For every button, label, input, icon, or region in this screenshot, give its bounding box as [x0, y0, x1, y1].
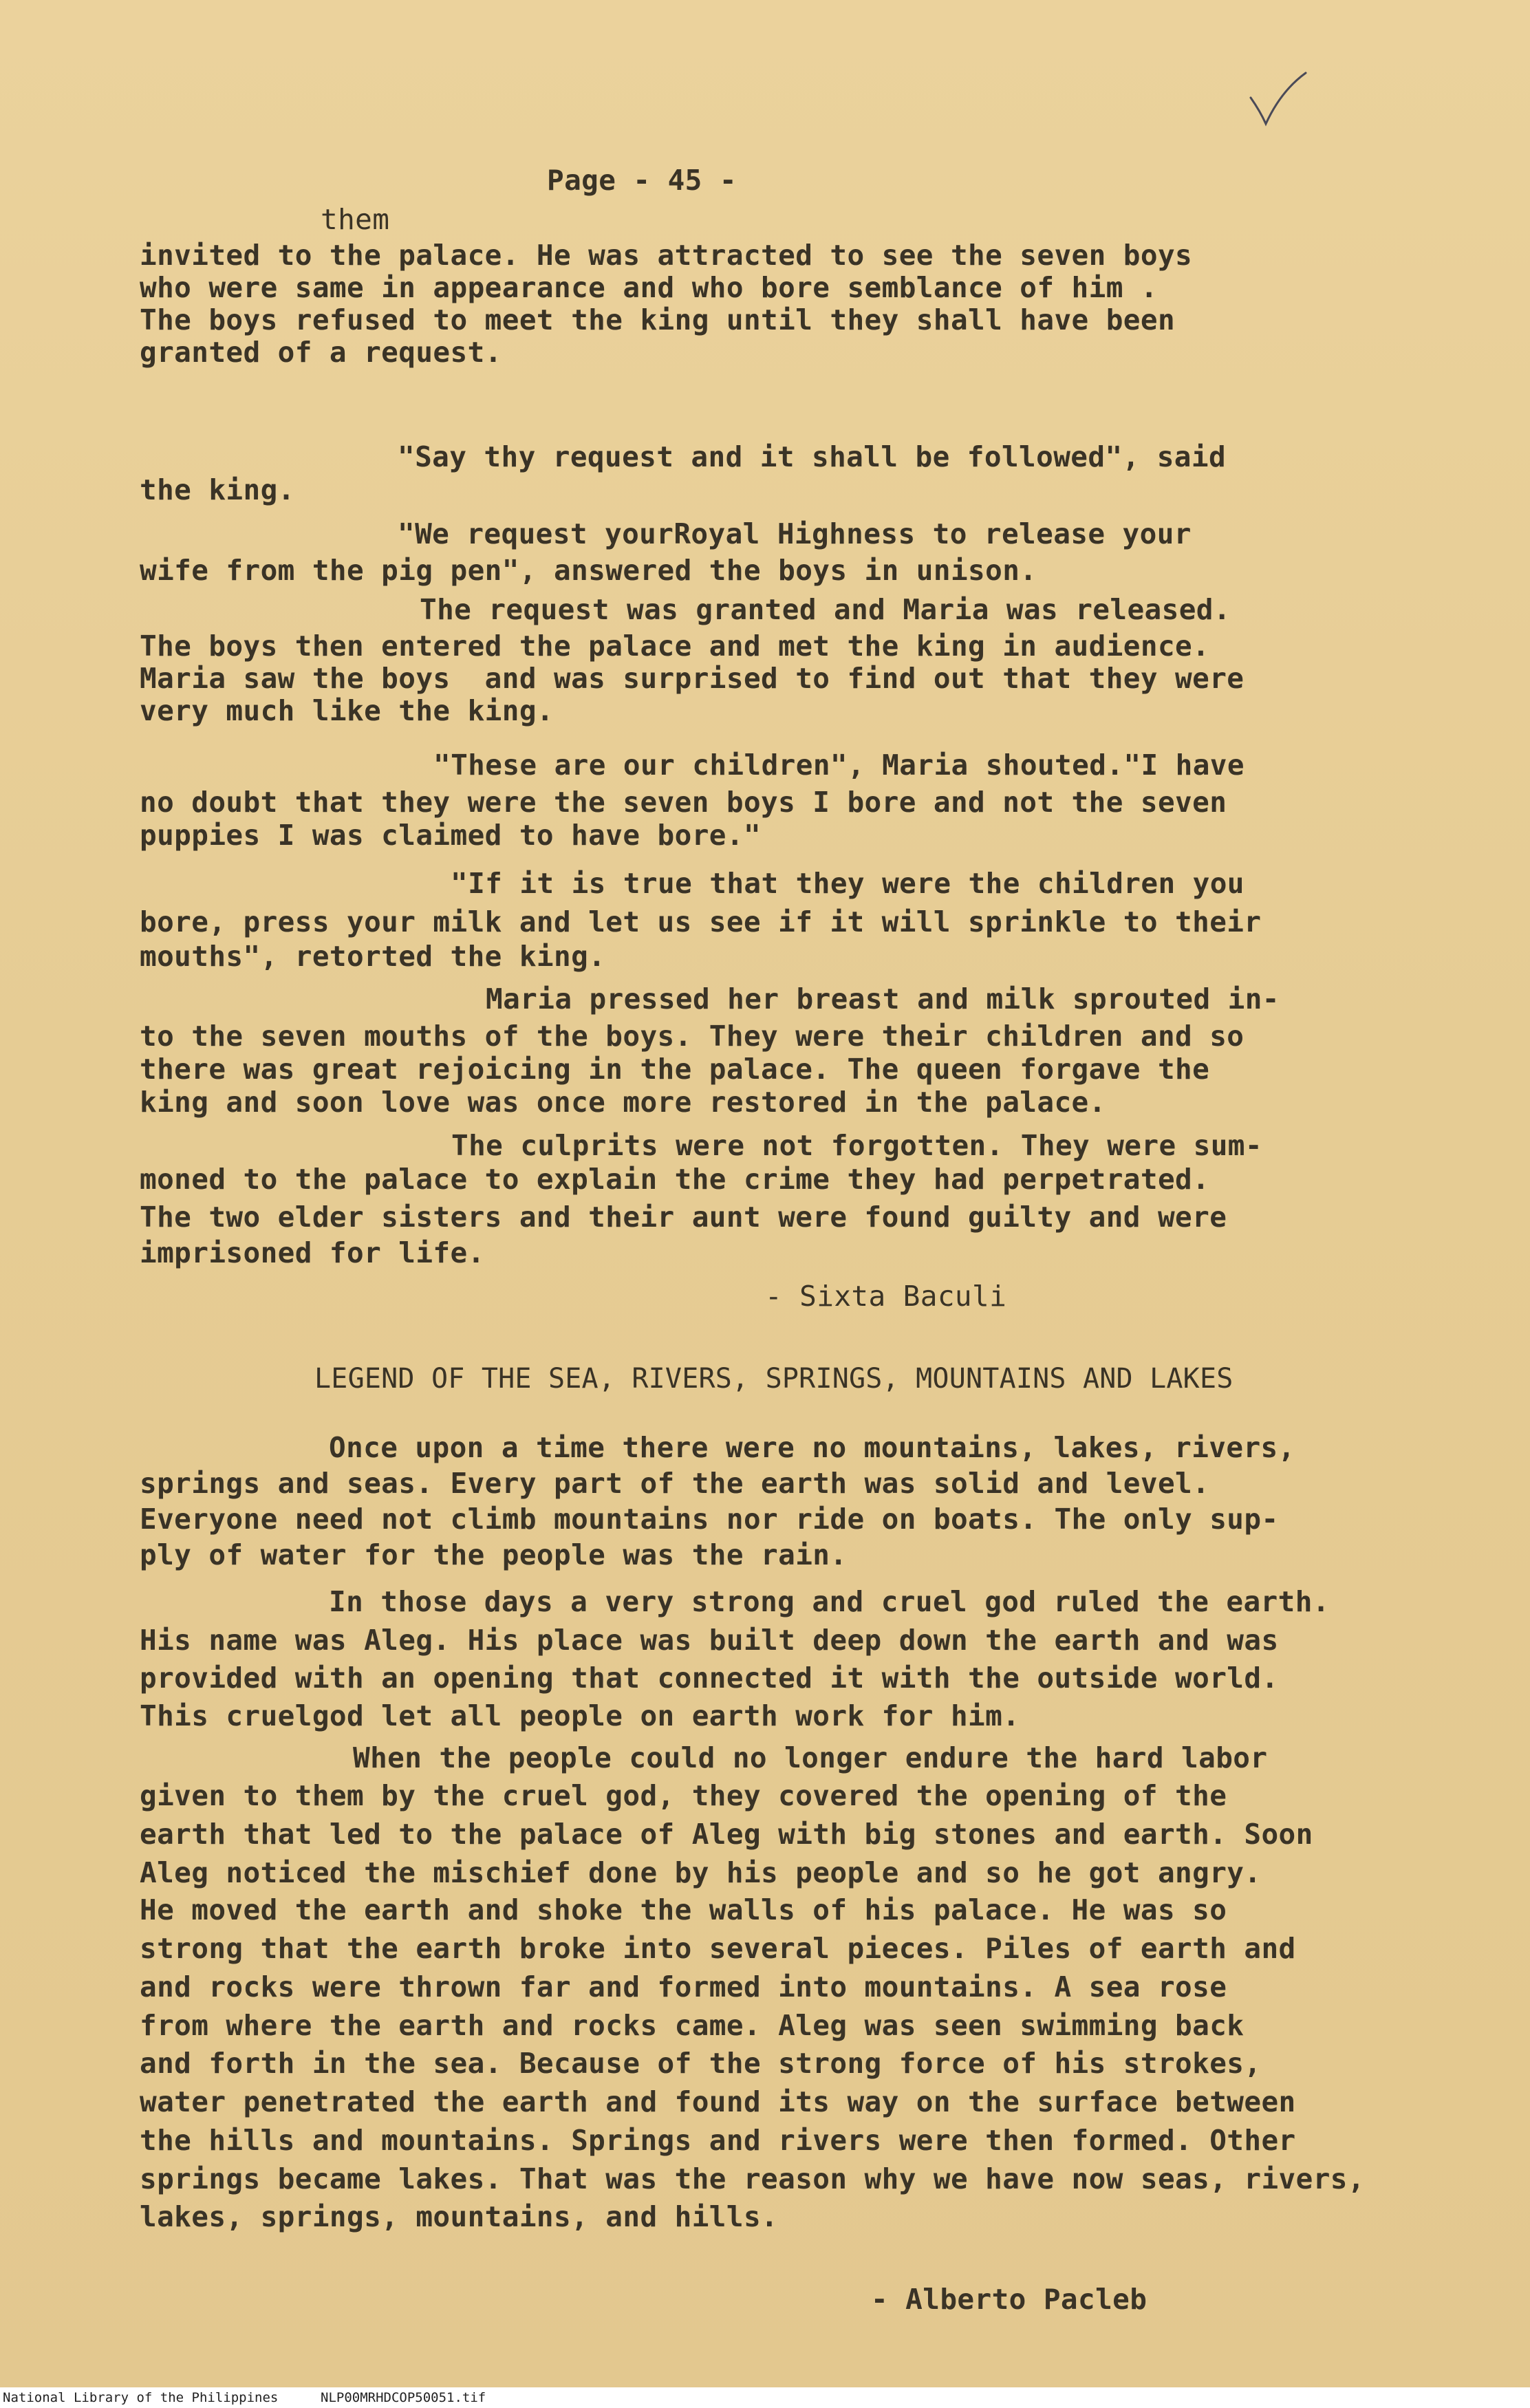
text-line: In those days a very strong and cruel god ruled the earth. — [329, 1585, 1330, 1618]
text-line: very much like the king. — [140, 694, 554, 727]
checkmark-icon — [1247, 70, 1308, 132]
scan-footer — [0, 2387, 1530, 2408]
text-line: there was great rejoicing in the palace. The queen forgave the — [140, 1053, 1210, 1086]
text-line: water penetrated the earth and found its way on the surface between — [140, 2085, 1296, 2118]
text-line: This cruelgod let all people on earth work for him. — [140, 1699, 1020, 1732]
text-line: "If it is true that they were the children you — [451, 867, 1245, 900]
text-line: earth that led to the palace of Aleg with big stones and earth. Soon — [140, 1818, 1313, 1851]
text-line: The request was granted and Maria was released. — [420, 593, 1231, 626]
text-line: ply of water for the people was the rain. — [140, 1538, 848, 1571]
text-line: invited to the palace. He was attracted to see the seven boys — [140, 239, 1193, 272]
text-line: lakes, springs, mountains, and hills. — [140, 2200, 779, 2233]
library-credit: National Library of the Philippines — [3, 2390, 279, 2405]
story-title: LEGEND OF THE SEA, RIVERS, SPRINGS, MOUNTAINS AND LAKES — [314, 1363, 1233, 1395]
text-line: mouths", retorted the king. — [140, 940, 606, 973]
text-line: Everyone need not climb mountains nor ride on boats. The only sup- — [140, 1503, 1279, 1536]
text-line: Once upon a time there were no mountains, lakes, rivers, — [329, 1431, 1295, 1464]
text-line: The two elder sisters and their aunt were found guilty and were — [140, 1201, 1227, 1234]
text-line: moned to the palace to explain the crime they had perpetrated. — [140, 1163, 1210, 1196]
text-line: The culprits were not forgotten. They were sum- — [451, 1129, 1262, 1162]
file-name: NLP00MRHDCOP50051.tif — [321, 2390, 486, 2405]
text-line: the king. — [140, 473, 295, 506]
text-line: imprisoned for life. — [140, 1236, 485, 1269]
text-line: Aleg noticed the mischief done by his people and so he got angry. — [140, 1856, 1262, 1889]
text-line: provided with an opening that connected it with the outside world. — [140, 1662, 1279, 1695]
text-line: He moved the earth and shoke the walls of his palace. He was so — [140, 1893, 1227, 1926]
text-line: king and soon love was once more restored in the palace. — [140, 1086, 1106, 1119]
text-line: bore, press your milk and let us see if it will sprinkle to their — [140, 905, 1262, 938]
text-line: wife from the pig pen", answered the boys in unison. — [140, 554, 1037, 587]
text-line: springs and seas. Every part of the earth was solid and level. — [140, 1467, 1210, 1500]
text-line: them — [321, 203, 390, 236]
text-line: and forth in the sea. Because of the strong force of his strokes, — [140, 2047, 1262, 2080]
text-line: granted of a request. — [140, 336, 502, 369]
text-line: The boys refused to meet the king until they shall have been — [140, 303, 1176, 336]
text-line: When the people could no longer endure the hard labor — [353, 1741, 1268, 1774]
text-line: His name was Aleg. His place was built deep down the earth and was — [140, 1624, 1279, 1657]
text-line: The boys then entered the palace and met the king in audience. — [140, 630, 1210, 663]
author-signature: - Alberto Pacleb — [871, 2283, 1148, 2316]
text-line: given to them by the cruel god, they covered the opening of the — [140, 1779, 1227, 1812]
text-line: Maria pressed her breast and milk sprouted in- — [486, 982, 1280, 1015]
text-line: and rocks were thrown far and formed into mountains. A sea rose — [140, 1970, 1227, 2003]
text-line: no doubt that they were the seven boys I bore and not the seven — [140, 786, 1227, 819]
text-line: "We request yourRoyal Highness to release your — [398, 517, 1192, 550]
text-line: puppies I was claimed to have bore." — [140, 819, 762, 852]
text-line: from where the earth and rocks came. Aleg was seen swimming back — [140, 2009, 1245, 2042]
text-line: Maria saw the boys and was surprised to find out that they were — [140, 662, 1245, 695]
text-line: to the seven mouths of the boys. They were their children and so — [140, 1020, 1245, 1053]
author-signature: - Sixta Baculi — [765, 1280, 1007, 1313]
text-line: springs became lakes. That was the reason why we have now seas, rivers, — [140, 2162, 1365, 2195]
text-line: "Say thy request and it shall be followed", said — [398, 440, 1227, 473]
text-line: strong that the earth broke into several pieces. Piles of earth and — [140, 1932, 1296, 1965]
text-line: the hills and mountains. Springs and rivers were then formed. Other — [140, 2124, 1296, 2157]
text-line: who were same in appearance and who bore semblance of him . — [140, 271, 1158, 304]
page-header: Page - 45 - — [547, 164, 737, 197]
text-line: "These are our children", Maria shouted."I have — [433, 749, 1245, 782]
